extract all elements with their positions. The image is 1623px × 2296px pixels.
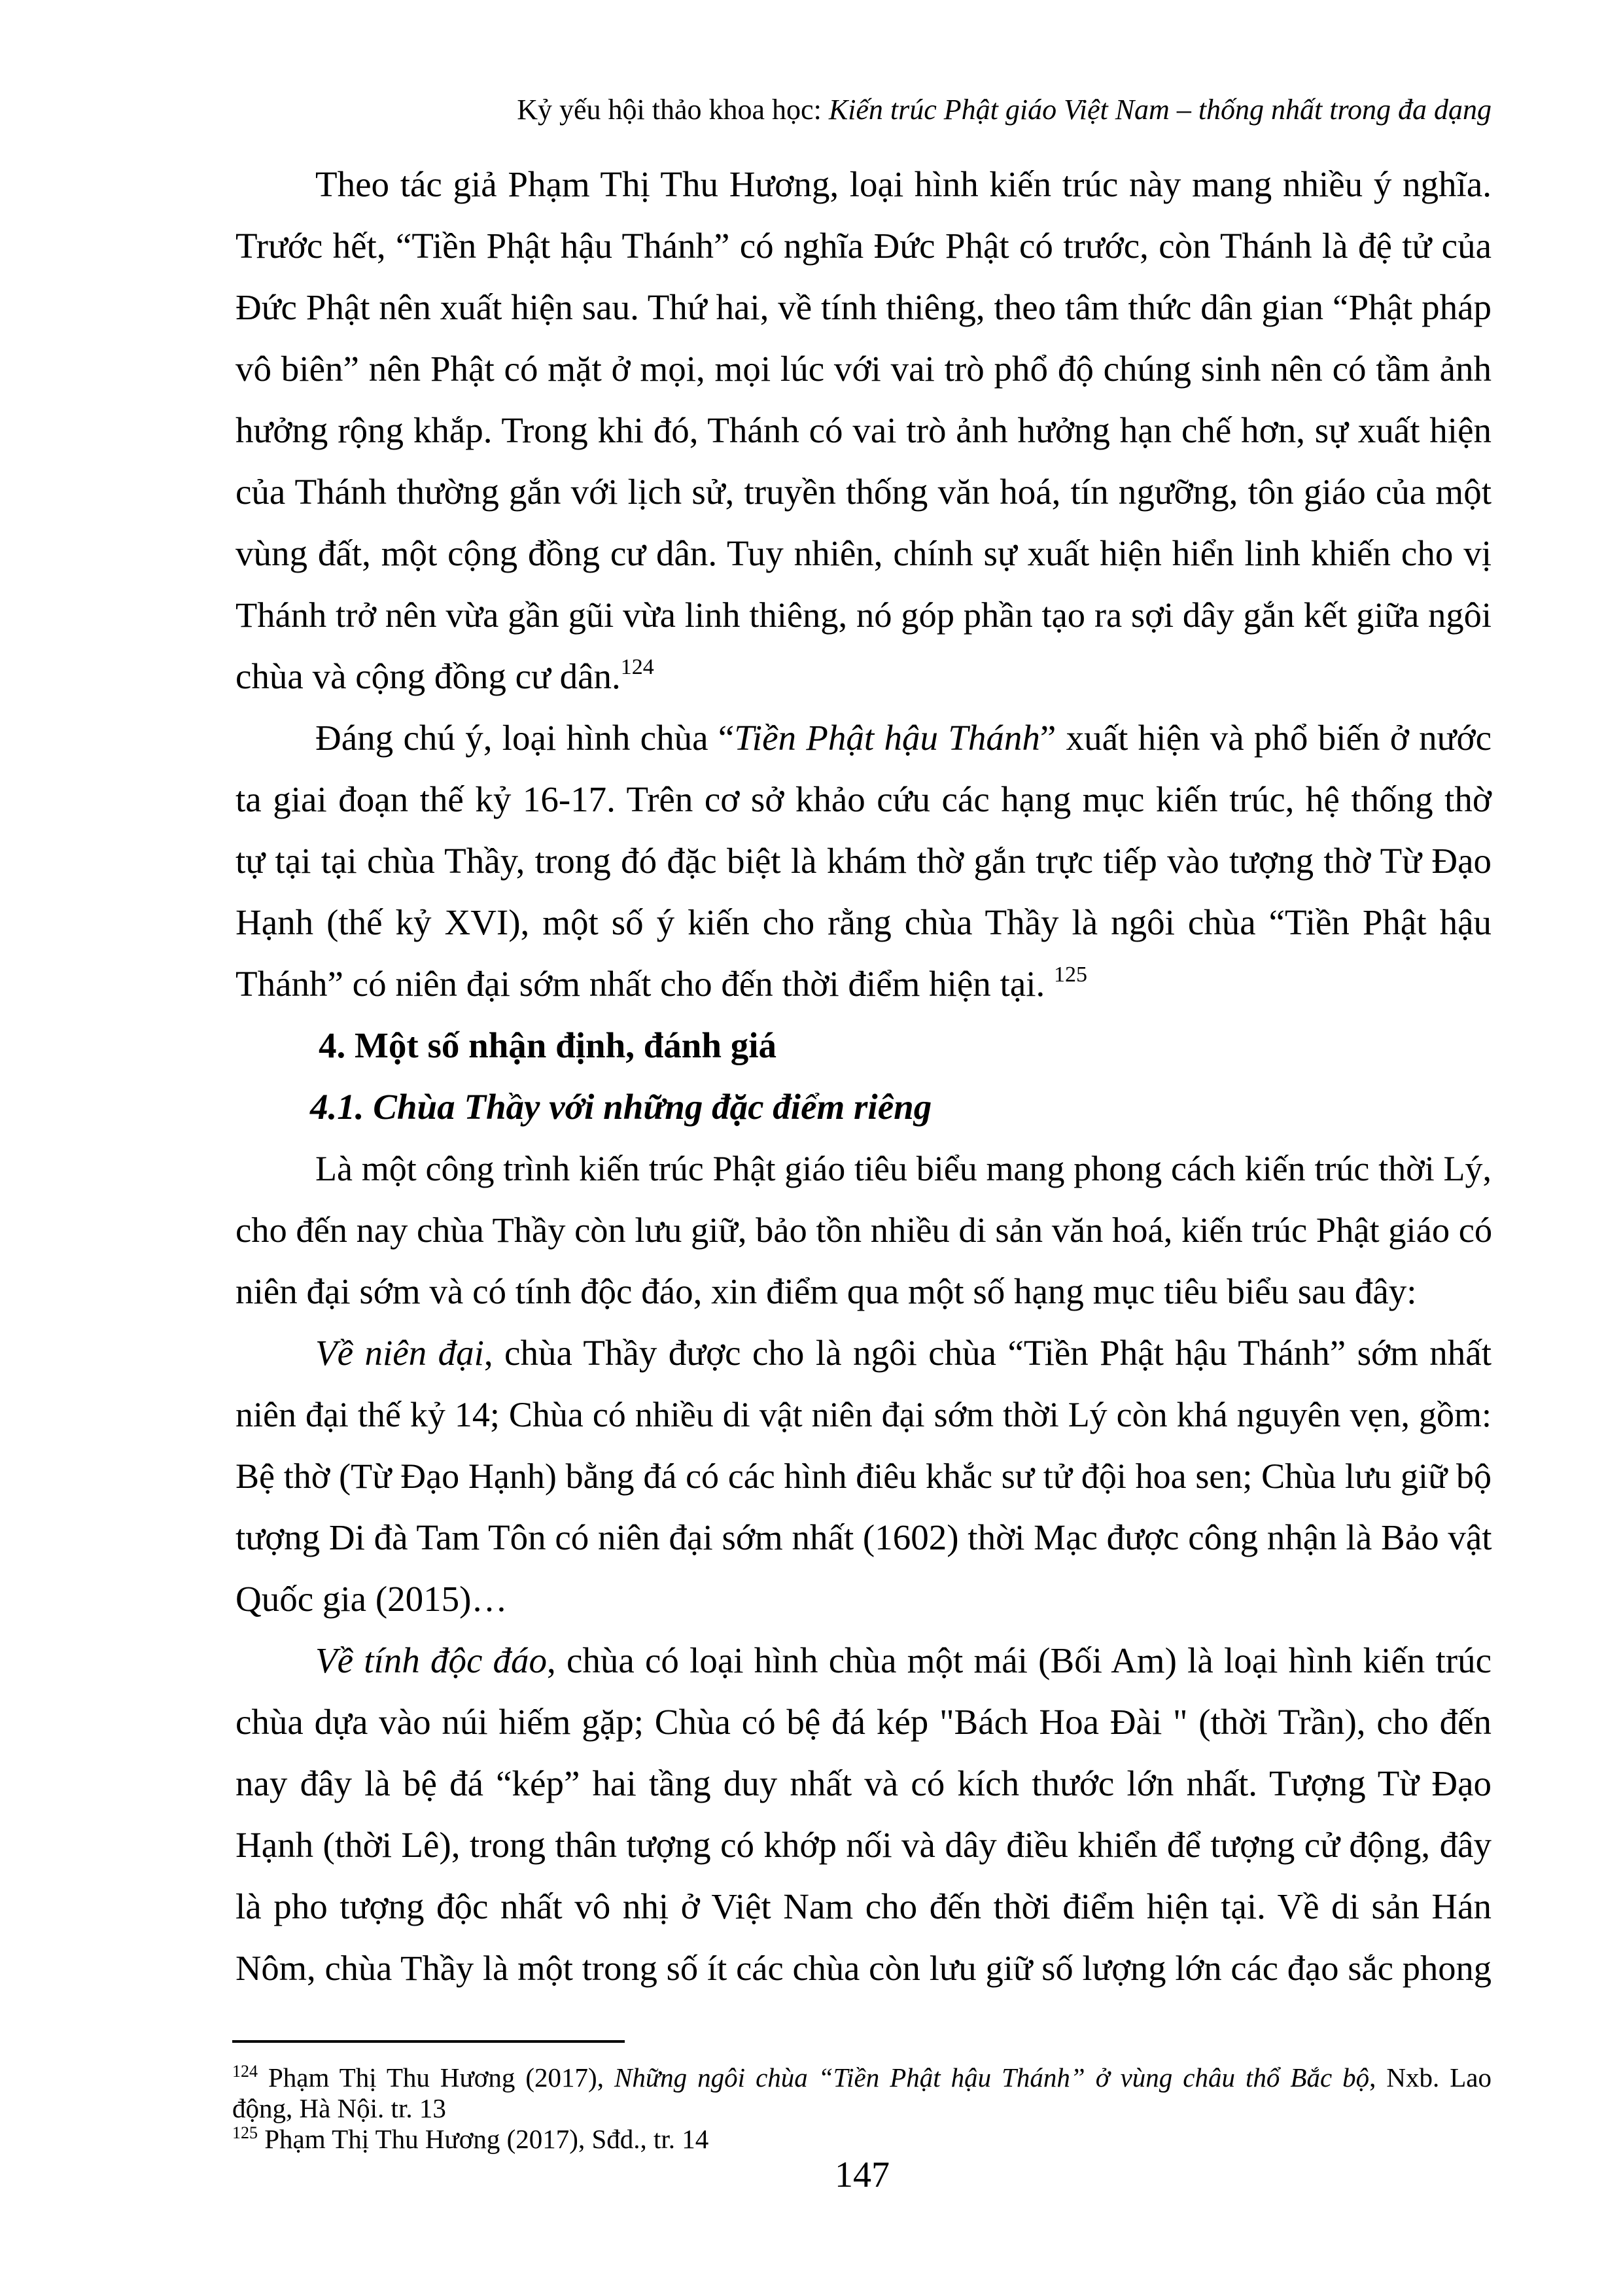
text-run: Thánh” có niên đại sớm nhất cho đến thời điểm hiện tại. [236, 964, 1055, 1004]
text-line [236, 1199, 1492, 1261]
text-run: động, Hà Nội. tr. 13 [232, 2093, 446, 2123]
text-run: tự tại tại chùa Thầy, trong đó đặc biệt là khám thờ gắn trực tiếp vào tượng thờ Từ Đạo [236, 841, 1492, 881]
footnote-line [232, 2093, 1492, 2124]
text-line [236, 1753, 1492, 1814]
text-run: Trước hết, “Tiền Phật hậu Thánh” có nghĩa Đức Phật có trước, còn Thánh là đệ tử của [236, 226, 1492, 266]
italic-text: Về tính độc đáo [315, 1640, 548, 1680]
text-line [236, 1261, 1492, 1322]
text-run: vô biên” nên Phật có mặt ở mọi, mọi lúc với vai trò phổ độ chúng sinh nên có tầm ảnh [236, 349, 1492, 389]
text-line [236, 769, 1492, 830]
text-run: Thánh trở nên vừa gần gũi vừa linh thiêng, nó góp phần tạo ra sợi dây gắn kết giữa ngôi [236, 595, 1492, 635]
footnotes [232, 2062, 1492, 2155]
footnote-ref: 125 [1054, 963, 1088, 987]
text-run: Đáng chú ý, loại hình chùa “ [315, 718, 735, 758]
text-run: , Nxb. Lao [1369, 2062, 1492, 2093]
text-line [236, 1876, 1492, 1937]
text-line [236, 892, 1492, 953]
text-run: Hạnh (thế kỷ XVI), một số ý kiến cho rằng chùa Thầy là ngôi chùa “Tiền Phật hậu [236, 902, 1492, 942]
subsection-heading [236, 1076, 1492, 1138]
text-run: tượng Di đà Tam Tôn có niên đại sớm nhất (1602) thời Mạc được công nhận là Bảo vật [236, 1517, 1492, 1557]
text-line [236, 830, 1492, 892]
running-header [517, 89, 1492, 131]
footnote-ref: 125 [232, 2123, 258, 2142]
text-line [236, 953, 1492, 1015]
text-line [236, 1384, 1492, 1445]
text-line [236, 1814, 1492, 1876]
text-run: Hạnh (thời Lê), trong thân tượng có khớp nối và dây điều khiển để tượng cử động, đây [236, 1825, 1492, 1865]
text-line [236, 215, 1492, 277]
text-run: Quốc gia (2015)… [236, 1579, 508, 1619]
text-run: 4.1. Chùa Thầy với những đặc điểm riêng [310, 1087, 932, 1127]
header-title: Kiến trúc Phật giáo Việt Nam – thống nhất trong đa dạng [828, 94, 1492, 126]
text-run: nay đây là bệ đá “kép” hai tầng duy nhất và có kích thước lớn nhất. Tượng Từ Đạo [236, 1763, 1492, 1803]
footnote-separator [232, 2040, 625, 2043]
section-heading [236, 1015, 1492, 1076]
text-run: ta giai đoạn thế kỷ 16-17. Trên cơ sở khảo cứu các hạng mục kiến trúc, hệ thống thờ [236, 779, 1492, 819]
text-line [236, 1138, 1492, 1199]
text-line [236, 461, 1492, 523]
text-line [236, 277, 1492, 338]
text-line [236, 1937, 1492, 1999]
text-run: cho đến nay chùa Thầy còn lưu giữ, bảo tồn nhiều di sản văn hoá, kiến trúc Phật giáo có [236, 1210, 1493, 1250]
text-run: của Thánh thường gắn với lịch sử, truyền thống văn hoá, tín ngưỡng, tôn giáo của một [236, 472, 1492, 512]
text-run: Phạm Thị Thu Hương (2017), Sđd., tr. 14 [258, 2124, 709, 2154]
text-run: ” xuất hiện và phổ biến ở nước [1039, 718, 1492, 758]
footnote-ref: 124 [620, 655, 654, 679]
text-run: , chùa có loại hình chùa một mái (Bối Am) là loại hình kiến trúc [547, 1640, 1492, 1680]
text-run: là pho tượng độc nhất vô nhị ở Việt Nam cho đến thời điểm hiện tại. Về di sản Hán [236, 1886, 1492, 1926]
text-run: niên đại thế kỷ 14; Chùa có nhiều di vật niên đại sớm thời Lý còn khá nguyên vẹn, gồm: [236, 1395, 1492, 1434]
text-line [236, 154, 1492, 215]
text-run: chùa và cộng đồng cư dân. [236, 656, 621, 696]
italic-text: Tiền Phật hậu Thánh [734, 718, 1040, 758]
text-line [236, 1445, 1492, 1507]
text-run: Theo tác giả Phạm Thị Thu Hương, loại hình kiến trúc này mang nhiều ý nghĩa. [315, 164, 1492, 204]
text-run: Nôm, chùa Thầy là một trong số ít các chùa còn lưu giữ số lượng lớn các đạo sắc phong [236, 1948, 1492, 1988]
text-line [236, 400, 1492, 461]
text-run: , chùa Thầy được cho là ngôi chùa “Tiền Phật hậu Thánh” sớm nhất [483, 1333, 1492, 1373]
italic-text: Về niên đại [315, 1333, 484, 1373]
text-run: vùng đất, một cộng đồng cư dân. Tuy nhiên, chính sự xuất hiện hiển linh khiến cho vị [236, 533, 1492, 573]
text-line [236, 1568, 1492, 1630]
italic-text: Những ngôi chùa “Tiền Phật hậu Thánh” ở vùng châu thổ Bắc bộ [614, 2062, 1370, 2093]
text-line [236, 338, 1492, 400]
text-line [236, 584, 1492, 646]
text-run: niên đại sớm và có tính độc đáo, xin điểm qua một số hạng mục tiêu biểu sau đây: [236, 1271, 1417, 1311]
text-line [236, 1691, 1492, 1753]
text-line [236, 523, 1492, 584]
footnote-ref: 124 [232, 2062, 258, 2081]
text-line [236, 1630, 1492, 1691]
header-prefix: Kỷ yếu hội thảo khoa học: [517, 94, 829, 126]
body-text [236, 154, 1492, 1999]
text-line [236, 1322, 1492, 1384]
text-run: Phạm Thị Thu Hương (2017), [258, 2062, 614, 2093]
text-run: 4. Một số nhận định, đánh giá [319, 1025, 777, 1065]
text-line [236, 646, 1492, 707]
footnote-line [232, 2062, 1492, 2093]
text-run: chùa dựa vào núi hiếm gặp; Chùa có bệ đá kép "Bách Hoa Đài " (thời Trần), cho đến [236, 1702, 1492, 1742]
footnote-line [232, 2124, 1492, 2155]
text-run: hưởng rộng khắp. Trong khi đó, Thánh có vai trò ảnh hưởng hạn chế hơn, sự xuất hiện [236, 410, 1492, 450]
text-line [236, 707, 1492, 769]
text-run: Bệ thờ (Từ Đạo Hạnh) bằng đá có các hình điêu khắc sư tử đội hoa sen; Chùa lưu giữ bộ [236, 1457, 1492, 1496]
page-number: 147 [835, 2155, 890, 2195]
text-run: Đức Phật nên xuất hiện sau. Thứ hai, về tính thiêng, theo tâm thức dân gian “Phật pháp [236, 287, 1492, 327]
text-line [236, 1507, 1492, 1568]
text-run: Là một công trình kiến trúc Phật giáo tiêu biểu mang phong cách kiến trúc thời Lý, [315, 1149, 1492, 1188]
